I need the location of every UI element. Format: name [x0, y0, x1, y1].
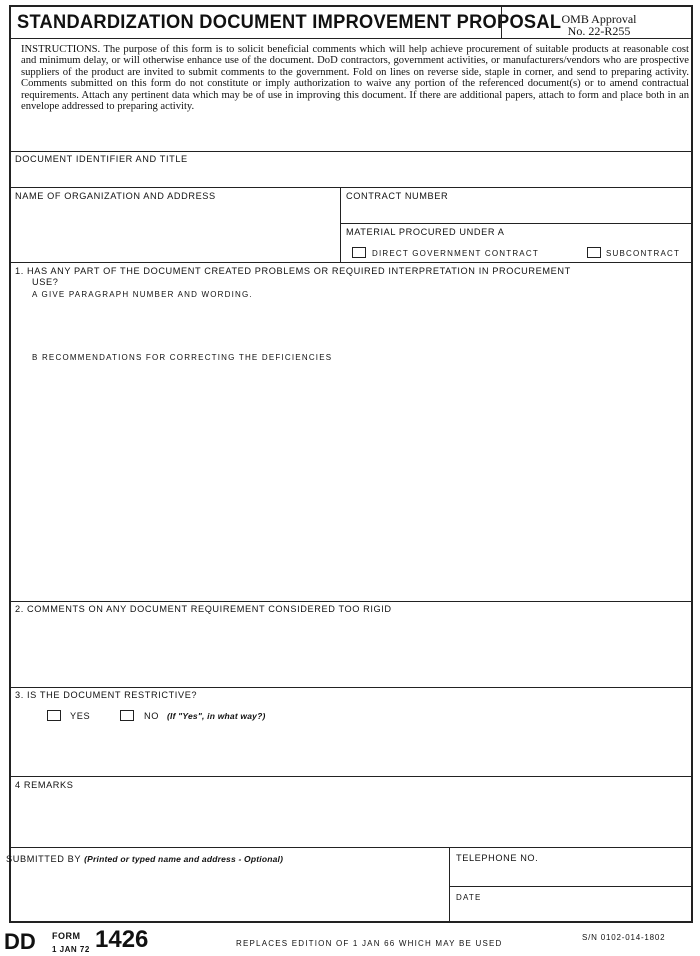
telephone-label: TELEPHONE NO.: [456, 853, 539, 863]
comments-rigid-field[interactable]: [11, 616, 691, 686]
direct-contract-label: DIRECT GOVERNMENT CONTRACT: [372, 249, 539, 258]
section3-question: 3. IS THE DOCUMENT RESTRICTIVE?: [15, 690, 198, 700]
contract-number-label: CONTRACT NUMBER: [346, 191, 449, 201]
omb-approval: [505, 13, 693, 37]
subcontract-checkbox[interactable]: [587, 247, 601, 258]
document-identifier-label: DOCUMENT IDENTIFIER AND TITLE: [15, 154, 188, 164]
instructions-rule: [11, 151, 691, 152]
submitted-by-hint: (Printed or typed name and address - Optional): [84, 854, 284, 864]
material-procured-label: MATERIAL PROCURED UNDER A: [346, 227, 505, 237]
restrictive-yes-label: YES: [70, 711, 91, 721]
submitted-by-text: SUBMITTED BY: [6, 854, 81, 864]
document-identifier-field[interactable]: [11, 165, 691, 187]
footer-form-number: 1426: [95, 926, 149, 953]
section1-top-rule: [11, 262, 691, 263]
section2-top-rule: [11, 601, 691, 602]
submitted-top-rule: [11, 847, 691, 848]
footer-stock-number: S/N 0102-014-1802: [582, 933, 666, 942]
direct-contract-checkbox[interactable]: [352, 247, 366, 258]
section4-top-rule: [11, 776, 691, 777]
subcontract-label: SUBCONTRACT: [606, 249, 681, 258]
footer-dd: DD: [4, 929, 36, 954]
restrictive-yes-checkbox[interactable]: [47, 710, 61, 721]
org-divider: [340, 187, 341, 262]
remarks-label: 4 REMARKS: [15, 780, 74, 790]
submitted-by-label: [6, 854, 283, 864]
omb-approval-line1: OMB Approval: [561, 12, 637, 26]
telephone-rule: [449, 886, 691, 887]
remarks-field[interactable]: [11, 792, 691, 846]
telephone-field[interactable]: [451, 865, 691, 885]
instructions-text: INSTRUCTIONS. The purpose of this form is to solicit beneficial comments which will help achieve procurement of suitable products at reasonable cost and minimum delay, or will otherwise enhance use of the document. DoD contractors, government activities, or manufacturers/vendors who are prospective suppliers of the product are invited to submit comments to the government. Fold on lines on reverse side, staple in corner, and send to preparing activity. Comments submitted on this form do not constitute or imply authorization to waive any portion of the referenced document(s) or to amend contractual requirements. Attach any pertinent data which may be of use in improving this document. If there are additional papers, attach to form and place both in an envelope addressed to preparing activity.: [21, 44, 689, 113]
form-title: STANDARDIZATION DOCUMENT IMPROVEMENT PROPOSAL: [17, 12, 562, 33]
organization-label: NAME OF ORGANIZATION AND ADDRESS: [15, 191, 216, 201]
header-rule: [11, 38, 691, 39]
section1-question: 1. HAS ANY PART OF THE DOCUMENT CREATED PROBLEMS OR REQUIRED INTERPRETATION IN PROCUREMENT: [15, 266, 571, 276]
submitted-by-field[interactable]: [11, 867, 447, 923]
paragraph-wording-field[interactable]: [11, 303, 691, 351]
restrictive-explanation-field[interactable]: [11, 727, 691, 775]
restrictive-hint: (If "Yes", in what way?): [167, 711, 266, 721]
restrictive-no-checkbox[interactable]: [120, 710, 134, 721]
footer-replaces: REPLACES EDITION OF 1 JAN 66 WHICH MAY BE USED: [236, 939, 503, 948]
contract-number-field[interactable]: [342, 203, 691, 223]
omb-approval-number: No. 22-R255: [567, 24, 631, 38]
submitted-divider: [449, 847, 450, 923]
section1-item-a: A GIVE PARAGRAPH NUMBER AND WORDING.: [32, 290, 253, 299]
doc-id-rule: [11, 187, 691, 188]
section1-item-b: B RECOMMENDATIONS FOR CORRECTING THE DEFICIENCIES: [32, 353, 333, 362]
form-frame: [6, 5, 693, 923]
date-field[interactable]: [451, 903, 691, 923]
section3-top-rule: [11, 687, 691, 688]
section2-question: 2. COMMENTS ON ANY DOCUMENT REQUIREMENT CONSIDERED TOO RIGID: [15, 604, 392, 614]
contract-rule: [340, 223, 691, 224]
footer-form-label: FORM: [52, 931, 81, 941]
recommendations-field[interactable]: [11, 365, 691, 599]
date-label: DATE: [456, 893, 482, 902]
header-divider: [501, 7, 502, 38]
section1-question-cont: USE?: [32, 277, 59, 287]
organization-field[interactable]: [11, 203, 339, 261]
restrictive-no-label: NO: [144, 711, 159, 721]
footer-form-date: 1 JAN 72: [52, 945, 90, 954]
